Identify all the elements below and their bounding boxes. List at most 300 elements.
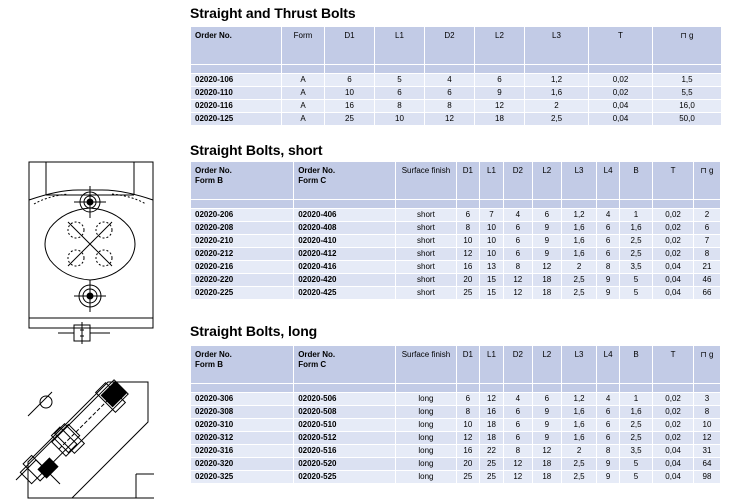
table-cell: 5,5	[653, 87, 722, 100]
table-cell: 10	[480, 248, 504, 261]
table-cell: 1,6	[619, 222, 652, 235]
table-cell: 0,04	[653, 471, 694, 484]
spacer-cell	[294, 384, 396, 393]
table-cell: 16	[456, 261, 480, 274]
table-cell: 6	[456, 393, 480, 406]
table-cell: 9	[597, 458, 620, 471]
table-cell: short	[396, 222, 456, 235]
column-header: Form	[282, 27, 325, 65]
table-cell: 6	[375, 87, 425, 100]
table-cell: 10	[480, 222, 504, 235]
table-cell: 9	[532, 235, 561, 248]
spacer-cell	[653, 384, 694, 393]
table-cell: 4	[597, 393, 620, 406]
table-cell: 02020-516	[294, 445, 396, 458]
table-cell: 0,04	[653, 458, 694, 471]
table-cell: 2	[694, 209, 721, 222]
table-row	[191, 261, 721, 274]
table-cell: long	[396, 432, 456, 445]
spacer-cell	[191, 384, 294, 393]
table-cell: 98	[694, 471, 721, 484]
table-cell: 12	[503, 274, 532, 287]
table-cell: 50,0	[653, 113, 722, 126]
table-cell: 18	[475, 113, 525, 126]
table-cell: 02020-410	[294, 235, 396, 248]
header-spacer	[191, 384, 721, 393]
table-cell: 12	[503, 458, 532, 471]
table-row	[191, 393, 721, 406]
column-header: L2	[475, 27, 525, 65]
table-row	[191, 87, 722, 100]
table-cell: 6	[597, 419, 620, 432]
spacer-cell	[456, 200, 480, 209]
table-cell: 0,04	[653, 274, 694, 287]
table-cell: 02020-206	[191, 209, 294, 222]
table-cell: 0,04	[589, 100, 653, 113]
table-row	[191, 419, 721, 432]
column-header: Order No. Form C	[294, 162, 396, 200]
table-cell: 21	[694, 261, 721, 274]
table-cell: 02020-508	[294, 406, 396, 419]
table-cell: 2,5	[619, 248, 652, 261]
column-header: L4	[597, 162, 620, 200]
table-cell: long	[396, 393, 456, 406]
spacer-cell	[475, 65, 525, 74]
table-cell: 4	[503, 209, 532, 222]
table-cell: 25	[456, 471, 480, 484]
table-cell: 02020-310	[191, 419, 294, 432]
table-cell: short	[396, 287, 456, 300]
column-header: Surface finish	[396, 346, 456, 384]
table-cell: 6	[532, 209, 561, 222]
table-cell: 6	[597, 248, 620, 261]
table-row	[191, 287, 721, 300]
table-row	[191, 113, 722, 126]
table-cell: 25	[456, 287, 480, 300]
table-cell: 6	[597, 406, 620, 419]
table-cell: 6	[597, 432, 620, 445]
table-cell: 1,6	[561, 235, 596, 248]
table-cell: 02020-116	[191, 100, 282, 113]
table-cell: 1,2	[561, 393, 596, 406]
table-cell: 12	[425, 113, 475, 126]
table-cell: 8	[456, 406, 480, 419]
table-cell: 02020-212	[191, 248, 294, 261]
spacer-cell	[532, 384, 561, 393]
table-cell: 4	[597, 209, 620, 222]
table-cell: 02020-316	[191, 445, 294, 458]
table-cell: 5	[619, 458, 652, 471]
table-cell: 5	[619, 471, 652, 484]
column-header: ⊓ g	[694, 162, 721, 200]
table-cell: 02020-408	[294, 222, 396, 235]
table-cell: 9	[597, 287, 620, 300]
table-cell: 2,5	[619, 432, 652, 445]
table-cell: 6	[503, 432, 532, 445]
spacer-cell	[525, 65, 589, 74]
table-header-row	[191, 27, 722, 65]
table-cell: 9	[532, 248, 561, 261]
table-cell: 31	[694, 445, 721, 458]
column-header: Order No.	[191, 27, 282, 65]
column-header: L1	[480, 346, 504, 384]
table-cell: 2	[525, 100, 589, 113]
table-cell: 10	[694, 419, 721, 432]
table-cell: long	[396, 406, 456, 419]
table-cell: 12	[532, 261, 561, 274]
table-cell: 1,5	[653, 74, 722, 87]
table-cell: 12	[503, 471, 532, 484]
column-header: D1	[325, 27, 375, 65]
spacer-cell	[480, 384, 504, 393]
table-cell: long	[396, 419, 456, 432]
table-cell: 12	[456, 432, 480, 445]
table-cell: 22	[480, 445, 504, 458]
table-cell: A	[282, 74, 325, 87]
straight-bolts-long-table	[190, 345, 721, 484]
table-cell: 0,02	[653, 248, 694, 261]
table-cell: long	[396, 445, 456, 458]
table-cell: 18	[532, 287, 561, 300]
table-cell: 2,5	[525, 113, 589, 126]
column-header: L3	[561, 346, 596, 384]
table-cell: 4	[503, 393, 532, 406]
table-cell: 5	[619, 287, 652, 300]
spacer-cell	[325, 65, 375, 74]
bolt-side-symbol	[58, 322, 110, 344]
table-cell: 25	[480, 471, 504, 484]
spacer-cell	[456, 384, 480, 393]
spacer-cell	[561, 200, 596, 209]
table-cell: 2,5	[561, 458, 596, 471]
table-row	[191, 248, 721, 261]
table-cell: 02020-208	[191, 222, 294, 235]
table-cell: 0,02	[653, 419, 694, 432]
table-cell: 02020-210	[191, 235, 294, 248]
angled-assembly-drawing	[8, 362, 156, 500]
table-cell: 1	[619, 393, 652, 406]
column-header: L2	[532, 346, 561, 384]
table-cell: 02020-312	[191, 432, 294, 445]
spacer-cell	[653, 200, 694, 209]
table-cell: 10	[480, 235, 504, 248]
spacer-cell	[694, 384, 721, 393]
table-cell: 0,04	[653, 261, 694, 274]
table-cell: 02020-225	[191, 287, 294, 300]
table-cell: 02020-420	[294, 274, 396, 287]
table-cell: 1,6	[561, 432, 596, 445]
table-cell: short	[396, 209, 456, 222]
table-cell: 02020-506	[294, 393, 396, 406]
table-row	[191, 471, 721, 484]
table-row	[191, 458, 721, 471]
column-header: D2	[425, 27, 475, 65]
table-cell: 8	[694, 248, 721, 261]
spacer-cell	[561, 384, 596, 393]
table-cell: 16	[325, 100, 375, 113]
table-cell: 5	[619, 274, 652, 287]
table-cell: 0,02	[589, 74, 653, 87]
table-cell: 0,02	[653, 406, 694, 419]
table-cell: 9	[532, 222, 561, 235]
table-cell: 2,5	[619, 235, 652, 248]
table-cell: 1,6	[561, 248, 596, 261]
table-cell: long	[396, 458, 456, 471]
column-header: Order No. Form C	[294, 346, 396, 384]
table-cell: 18	[532, 471, 561, 484]
table-cell: 0,02	[653, 432, 694, 445]
table-cell: 6	[503, 419, 532, 432]
table-header-row	[191, 346, 721, 384]
table-cell: 3,5	[619, 261, 652, 274]
table-cell: 18	[532, 274, 561, 287]
table-cell: 02020-216	[191, 261, 294, 274]
table-cell: 9	[597, 471, 620, 484]
table-cell: 1,2	[561, 209, 596, 222]
table-header-row	[191, 162, 721, 200]
table-cell: 02020-425	[294, 287, 396, 300]
table-cell: A	[282, 113, 325, 126]
spacer-cell	[191, 200, 294, 209]
spacer-cell	[294, 200, 396, 209]
table-cell: 1,6	[561, 419, 596, 432]
top-view-drawing	[28, 160, 156, 345]
table-cell: 64	[694, 458, 721, 471]
table-cell: A	[282, 87, 325, 100]
table-cell: 02020-510	[294, 419, 396, 432]
header-spacer	[191, 65, 722, 74]
table-cell: 02020-106	[191, 74, 282, 87]
table-row	[191, 74, 722, 87]
table-cell: 12	[475, 100, 525, 113]
table-cell: 25	[480, 458, 504, 471]
table-cell: 02020-125	[191, 113, 282, 126]
column-header: L3	[525, 27, 589, 65]
table-cell: 18	[480, 432, 504, 445]
table-cell: 0,04	[653, 287, 694, 300]
table-cell: A	[282, 100, 325, 113]
table-cell: 8	[503, 261, 532, 274]
table-cell: 0,02	[653, 209, 694, 222]
table-cell: 8	[456, 222, 480, 235]
table-cell: 9	[532, 419, 561, 432]
table-cell: 12	[694, 432, 721, 445]
column-header: L1	[375, 27, 425, 65]
table-cell: 02020-325	[191, 471, 294, 484]
table-cell: 8	[375, 100, 425, 113]
table-cell: 6	[503, 406, 532, 419]
section-title-straight-thrust-bolts: Straight and Thrust Bolts	[190, 5, 356, 21]
table-cell: 02020-306	[191, 393, 294, 406]
table-cell: 02020-520	[294, 458, 396, 471]
table-cell: 13	[480, 261, 504, 274]
table-cell: 2,5	[561, 274, 596, 287]
column-header: Order No. Form B	[191, 162, 294, 200]
table-cell: 6	[597, 222, 620, 235]
table-cell: 1	[619, 209, 652, 222]
table-cell: 6	[325, 74, 375, 87]
table-cell: 1,6	[619, 406, 652, 419]
column-header: D1	[456, 346, 480, 384]
table-cell: 02020-525	[294, 471, 396, 484]
spacer-cell	[503, 200, 532, 209]
table-cell: 10	[325, 87, 375, 100]
table-cell: 9	[475, 87, 525, 100]
table-cell: 2,5	[561, 471, 596, 484]
table-row	[191, 406, 721, 419]
table-cell: 15	[480, 287, 504, 300]
spacer-cell	[396, 384, 456, 393]
table-cell: 2	[561, 261, 596, 274]
table-cell: 02020-406	[294, 209, 396, 222]
table-cell: 8	[597, 261, 620, 274]
table-cell: 8	[425, 100, 475, 113]
spacer-cell	[396, 200, 456, 209]
column-header: B	[619, 346, 652, 384]
table-cell: 0,04	[653, 445, 694, 458]
table-cell: 7	[480, 209, 504, 222]
spacer-cell	[653, 65, 722, 74]
table-cell: 12	[503, 287, 532, 300]
table-cell: 46	[694, 274, 721, 287]
table-cell: 8	[597, 445, 620, 458]
table-cell: 02020-110	[191, 87, 282, 100]
column-header: D2	[503, 162, 532, 200]
column-header: L1	[480, 162, 504, 200]
table-row	[191, 274, 721, 287]
column-header: D2	[503, 346, 532, 384]
table-cell: 20	[456, 274, 480, 287]
table-row	[191, 100, 722, 113]
table-cell: 6	[532, 393, 561, 406]
column-header: B	[619, 162, 652, 200]
table-row	[191, 445, 721, 458]
spacer-cell	[191, 65, 282, 74]
spacer-cell	[597, 200, 620, 209]
table-cell: 0,04	[589, 113, 653, 126]
column-header: T	[589, 27, 653, 65]
table-cell: 16	[480, 406, 504, 419]
table-cell: 66	[694, 287, 721, 300]
spacer-cell	[597, 384, 620, 393]
column-header: T	[653, 162, 694, 200]
table-cell: 02020-220	[191, 274, 294, 287]
table-cell: 16,0	[653, 100, 722, 113]
table-cell: 10	[456, 419, 480, 432]
table-cell: 8	[503, 445, 532, 458]
table-cell: 6	[503, 235, 532, 248]
table-cell: 4	[425, 74, 475, 87]
table-cell: long	[396, 471, 456, 484]
table-cell: 6	[425, 87, 475, 100]
column-header: L3	[561, 162, 596, 200]
spacer-cell	[694, 200, 721, 209]
table-cell: 2,5	[619, 419, 652, 432]
table-cell: 6	[503, 248, 532, 261]
table-cell: 6	[456, 209, 480, 222]
table-cell: short	[396, 248, 456, 261]
column-header: T	[653, 346, 694, 384]
table-cell: 1,6	[525, 87, 589, 100]
table-cell: 6	[597, 235, 620, 248]
straight-bolts-short-table	[190, 161, 721, 300]
table-cell: 02020-412	[294, 248, 396, 261]
table-cell: 02020-308	[191, 406, 294, 419]
column-header: Order No. Form B	[191, 346, 294, 384]
table-cell: 1,6	[561, 406, 596, 419]
column-header: L4	[597, 346, 620, 384]
table-row	[191, 432, 721, 445]
table-row	[191, 209, 721, 222]
straight-thrust-bolts-table	[190, 26, 722, 126]
table-cell: 16	[456, 445, 480, 458]
table-cell: 9	[532, 406, 561, 419]
spacer-cell	[619, 200, 652, 209]
table-cell: 18	[532, 458, 561, 471]
table-cell: 2,5	[561, 287, 596, 300]
table-cell: 5	[375, 74, 425, 87]
table-cell: 0,02	[589, 87, 653, 100]
column-header: Surface finish	[396, 162, 456, 200]
table-cell: 10	[456, 235, 480, 248]
table-cell: 02020-416	[294, 261, 396, 274]
table-cell: 9	[597, 274, 620, 287]
table-cell: 3,5	[619, 445, 652, 458]
table-cell: 20	[456, 458, 480, 471]
table-cell: short	[396, 235, 456, 248]
table-cell: short	[396, 274, 456, 287]
column-header: ⊓ g	[694, 346, 721, 384]
table-cell: 3	[694, 393, 721, 406]
table-cell: 8	[694, 406, 721, 419]
table-cell: 12	[456, 248, 480, 261]
table-cell: 6	[694, 222, 721, 235]
table-cell: 02020-320	[191, 458, 294, 471]
table-cell: 9	[532, 432, 561, 445]
table-cell: 12	[480, 393, 504, 406]
table-cell: 1,2	[525, 74, 589, 87]
spacer-cell	[589, 65, 653, 74]
column-header: ⊓ g	[653, 27, 722, 65]
table-row	[191, 222, 721, 235]
table-cell: 02020-512	[294, 432, 396, 445]
spacer-cell	[282, 65, 325, 74]
table-cell: short	[396, 261, 456, 274]
spacer-cell	[480, 200, 504, 209]
table-cell: 6	[503, 222, 532, 235]
spacer-cell	[619, 384, 652, 393]
table-cell: 0,02	[653, 222, 694, 235]
section-title-straight-bolts-long: Straight Bolts, long	[190, 323, 318, 339]
header-spacer	[191, 200, 721, 209]
table-cell: 6	[475, 74, 525, 87]
table-cell: 15	[480, 274, 504, 287]
table-cell: 18	[480, 419, 504, 432]
table-cell: 25	[325, 113, 375, 126]
table-cell: 12	[532, 445, 561, 458]
table-cell: 0,02	[653, 393, 694, 406]
table-cell: 1,6	[561, 222, 596, 235]
column-header: D1	[456, 162, 480, 200]
table-cell: 7	[694, 235, 721, 248]
table-row	[191, 235, 721, 248]
spacer-cell	[532, 200, 561, 209]
table-cell: 0,02	[653, 235, 694, 248]
table-cell: 2	[561, 445, 596, 458]
column-header: L2	[532, 162, 561, 200]
spacer-cell	[425, 65, 475, 74]
spacer-cell	[503, 384, 532, 393]
